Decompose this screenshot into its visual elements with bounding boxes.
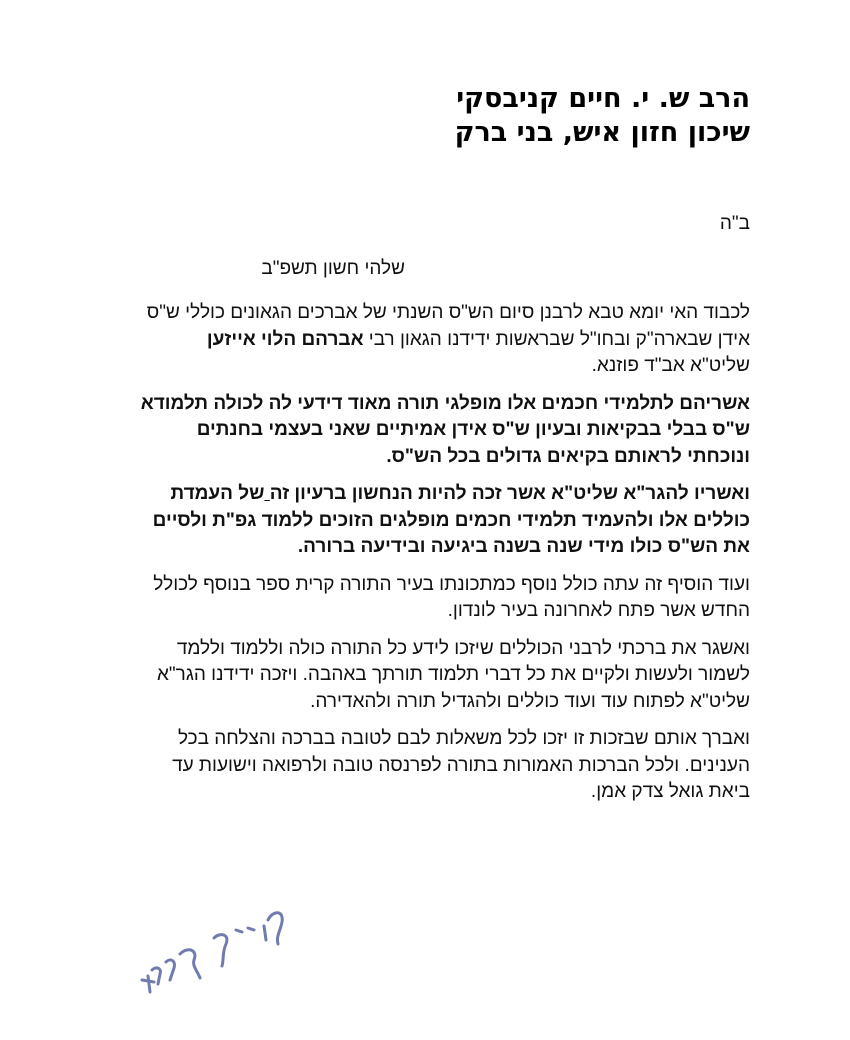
paragraph-5 (86, 636, 750, 716)
paragraph-1 (86, 300, 750, 380)
letterhead (455, 82, 750, 150)
paragraph-6 (86, 726, 750, 806)
letter-date: שלהי חשון תשפ"ב (261, 258, 405, 279)
paragraph-line (86, 327, 750, 354)
letterhead-address: שיכון חזון איש, בני ברק (454, 117, 750, 148)
paragraph-line: החדש אשר פתח לאחרונה בעיר לונדון. (447, 600, 750, 621)
paragraph-line: שליט"א אב"ד פוזנא. (591, 355, 750, 376)
signature (108, 888, 308, 1003)
paragraph-line: אשריהם לתלמידי חכמים אלו מופלגי תורה מאוד דידעי לה לכולה תלמודא (140, 392, 750, 414)
paragraph-4 (86, 572, 750, 625)
paragraph-line: ונוכחתי לראותם בקיאים גדולים בכל הש"ס. (386, 445, 750, 467)
paragraph-line: כוללים אלו ולהעמיד תלמידי חכמים מופלגים הזוכים ללמוד גפ"ת ולסיים (152, 509, 750, 531)
paragraph-line: לשמור ולעשות ולקיים את כל דברי תלמוד תורתך באהבה. ויזכה ידידנו הגר"א (157, 664, 750, 685)
paragraph-line: את הש"ס כולו מידי שנה בשנה ביגיעה ובידיעה ברורה. (297, 536, 750, 557)
paragraph-line: ואשגר את ברכתי לרבני הכוללים שיזכו לידע כל התורה כולה וללמוד וללמד (176, 637, 750, 659)
paragraph-3 (86, 481, 750, 561)
letter-body (86, 300, 750, 817)
paragraph-line (86, 481, 750, 508)
letterhead-name: הרב ש. י. חיים קניבסקי (456, 83, 750, 114)
paragraph-line: ש"ס בבלי בבקיאות ובעיון ש"ס אידן אמיתיים שאני בעצמי בחנתים (196, 419, 750, 440)
paragraph-line: ועוד הוסיף זה עתה כולל נוסף כמתכונתו בעיר התורה קרית ספר בנוסף לכולל (153, 573, 750, 595)
paragraph-line: ואברך אותם שבזכות זו יזכו לכל משאלות לבם לטובה בברכה והצלחה בכל (177, 728, 750, 749)
bh-heading: ב"ה (719, 213, 750, 234)
line-text: של העמדת (170, 483, 265, 504)
line-text: ואשריו להגר"א שליט"א אשר זכה להיות הנחשון ברעיון זה (269, 483, 750, 504)
paragraph-line: הענינים. ולכל הברכות האמורות בתורה לפרנסה טובה ולרפואה וישועות עד (172, 754, 750, 776)
signature-icon (108, 888, 308, 1003)
honoree-name: אברהם הלוי אייזען (206, 328, 364, 350)
line-text: אידן שבארה"ק ובחו"ל שבראשות ידידנו הגאון רבי (363, 328, 750, 350)
paragraph-2 (86, 391, 750, 471)
paragraph-line: ביאת גואל צדק אמן. (590, 781, 750, 802)
paragraph-line: שליט"א לפתוח עוד ועוד כוללים ולהגדיל תורה ולהאדירה. (310, 690, 750, 712)
paragraph-line: לכבוד האי יומא טבא לרבנן סיום הש"ס השנתי של אברכים הגאונים כוללי ש"ס (146, 302, 750, 323)
